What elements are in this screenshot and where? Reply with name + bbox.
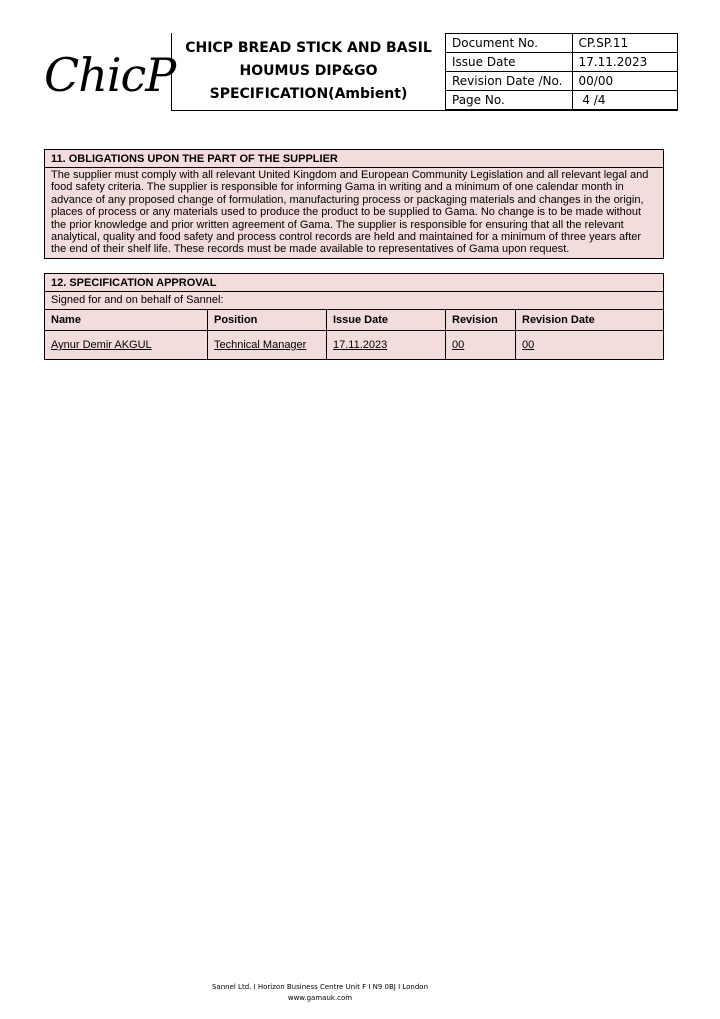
section-heading: 12. SPECIFICATION APPROVAL xyxy=(45,274,663,292)
signer-position: Technical Manager xyxy=(214,339,307,351)
info-label: Issue Date xyxy=(446,53,573,72)
footer-address: Sannel Ltd. I Horizon Business Centre Unit F I N9 0BJ I London xyxy=(211,983,429,991)
footer-website: www.gamauk.com xyxy=(287,994,353,1002)
info-value: CP.SP.11 xyxy=(572,34,677,53)
signer-name: Aynur Demir AKGUL xyxy=(51,339,152,351)
document-title xyxy=(171,33,446,111)
cell-issue-date xyxy=(327,331,446,360)
info-value: 17.11.2023 xyxy=(572,53,677,72)
cell-position xyxy=(208,331,327,360)
info-row-page-no xyxy=(446,91,678,110)
section-body-text: The supplier must comply with all relevant United Kingdom and European Community Legislation and all relevant legal and food safety criteria. The supplier is responsible for informing Gama in writing and a minimum of one calendar month in advance of any proposed change of formulation, manufacturing process or packaging materials and changes in the origin, places of process or any materials used to produce the product to be supplied to Gama. No change is to be made without the prior knowledge and prior written agreement of Gama. The supplier is responsible for ensuring that all the relevant analytical, quality and food safety and process control records are held and maintained for a minimum of three years after the end of their shelf life. These records must be made available to representatives of Gama upon request. xyxy=(51,169,649,256)
approval-table xyxy=(45,310,663,359)
title-line-1: CHICP BREAD STICK AND BASIL xyxy=(185,40,432,56)
info-label: Revision Date /No. xyxy=(446,72,573,91)
header-divider xyxy=(171,110,678,111)
table-row xyxy=(45,331,663,360)
col-revision-date: Revision Date xyxy=(516,310,664,331)
info-value: 00/00 xyxy=(572,72,677,91)
section-approval xyxy=(44,273,664,360)
info-label: Document No. xyxy=(446,34,573,53)
title-line-2: HOUMUS DIP&GO xyxy=(239,63,378,79)
info-row-revision xyxy=(446,72,678,91)
cell-name xyxy=(45,331,208,360)
document-info-table xyxy=(445,33,678,110)
title-line-3: SPECIFICATION(Ambient) xyxy=(209,86,408,102)
section-obligations xyxy=(44,149,664,259)
issue-date-value: 17.11.2023 xyxy=(333,339,388,351)
approval-header-row xyxy=(45,310,663,331)
col-name: Name xyxy=(45,310,208,331)
col-issue-date: Issue Date xyxy=(327,310,446,331)
info-value: 4 /4 xyxy=(572,91,677,110)
col-position: Position xyxy=(208,310,327,331)
revision-date-value: 00 xyxy=(522,339,535,351)
cell-revision-date xyxy=(516,331,664,360)
cell-revision xyxy=(446,331,516,360)
chicp-logo: ChicP xyxy=(44,48,176,102)
info-row-issue-date xyxy=(446,53,678,72)
section-heading: 11. OBLIGATIONS UPON THE PART OF THE SUPPLIER xyxy=(45,150,663,168)
signed-for-text: Signed for and on behalf of Sannel: xyxy=(45,292,663,310)
col-revision: Revision xyxy=(446,310,516,331)
page-footer xyxy=(0,982,640,1004)
info-row-document-no xyxy=(446,34,678,53)
revision-value: 00 xyxy=(452,339,465,351)
info-label: Page No. xyxy=(446,91,573,110)
